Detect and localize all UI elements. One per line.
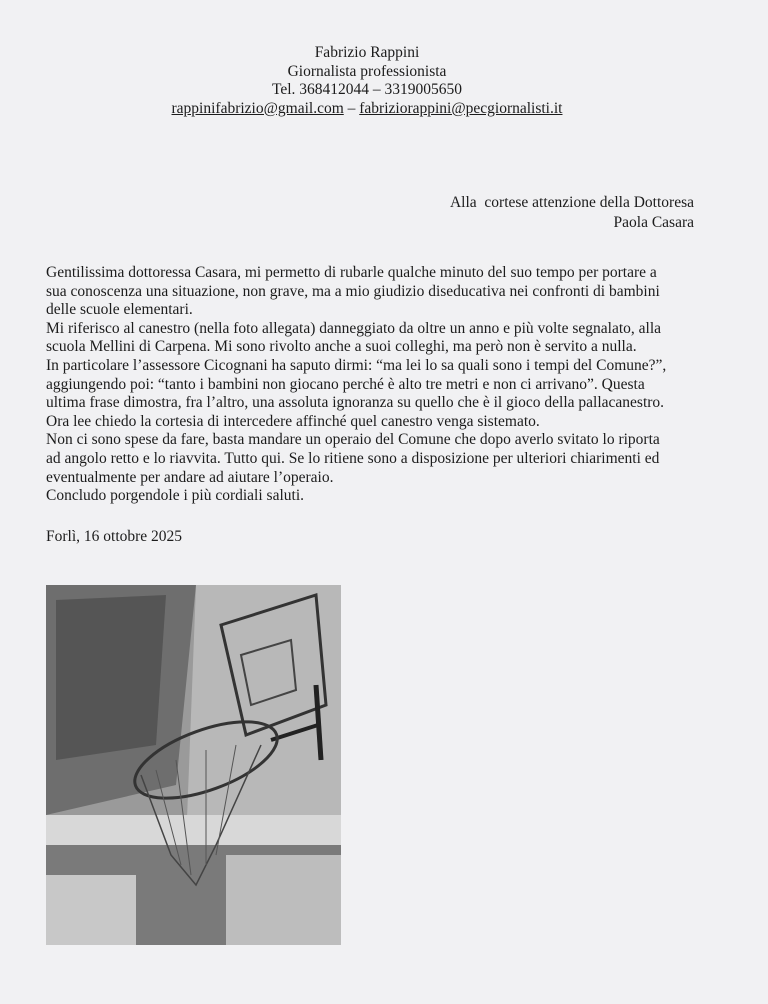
body-line: Mi riferisco al canestro (nella foto allegata) danneggiato da oltre un anno e più volte segnalato, alla [46, 319, 662, 337]
email-separator: – [343, 99, 360, 117]
body-line: Ora lee chiedo la cortesia di intercedere affinché quel canestro venga sistemato. [46, 412, 540, 430]
basketball-hoop-photo [46, 585, 341, 945]
body-line: ad angolo retto e lo riavvita. Tutto qui. Se lo ritiene sono a disposizione per ulteriori chiarimenti ed [46, 449, 660, 467]
sender-emails [0, 100, 734, 119]
body-line: ultima frase dimostra, fra l’altro, una assoluta ignoranza su quello che è il gioco della pallacanestro. [46, 394, 665, 412]
recipient-line-1: Alla cortese attenzione della Dottoresa [449, 194, 694, 211]
photo-illustration [46, 585, 341, 945]
letter-date: Forlì, 16 ottobre 2025 [46, 528, 183, 545]
body-line: sua conoscenza una situazione, non grave, ma a mio giudizio diseducativa nei confronti di bambini [46, 282, 660, 300]
sender-title: Giornalista professionista [287, 62, 447, 80]
email-link-pec[interactable]: fabriziorappini@pecgiornalisti.it [359, 99, 563, 117]
body-line: scuola Mellini di Carpena. Mi sono rivolto anche a suoi colleghi, ma però non è servito a nulla. [46, 338, 637, 356]
body-line: aggiungendo poi: “tanto i bambini non giocano perché è alto tre metri e non ci arrivano”. Questa [46, 375, 645, 393]
sender-name: Fabrizio Rappini [314, 44, 420, 61]
recipient-name: Paola Casara [613, 214, 694, 231]
body-line: Concludo porgendole i più cordiali saluti. [46, 487, 305, 505]
body-line: Non ci sono spese da fare, basta mandare un operaio del Comune che dopo averlo svitato lo riporta [46, 431, 660, 449]
email-link-gmail[interactable]: rappinifabrizio@gmail.com [171, 99, 344, 117]
letter-body [46, 264, 666, 506]
body-line: Gentilissima dottoressa Casara, mi permetto di rubarle qualche minuto del suo tempo per portare a [46, 264, 657, 281]
recipient-block [450, 193, 694, 233]
body-line: delle scuole elementari. [46, 301, 193, 319]
body-line: eventualmente per andare ad aiutare l’operaio. [46, 468, 334, 486]
sender-phone: Tel. 368412044 – 3319005650 [271, 81, 463, 98]
body-line: In particolare l’assessore Cicognani ha saputo dirmi: “ma lei lo sa quali sono i tempi del Comune?”, [46, 356, 667, 374]
letterhead [0, 44, 734, 118]
